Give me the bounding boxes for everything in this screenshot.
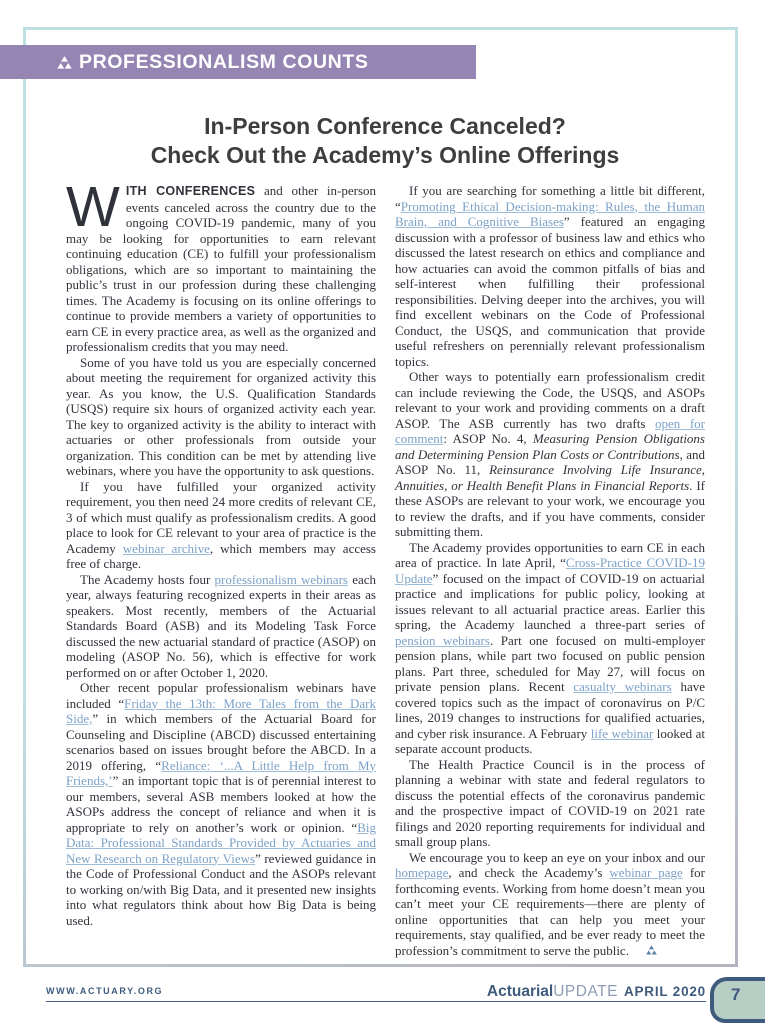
paragraph <box>395 850 705 959</box>
paragraph <box>66 680 376 928</box>
footer-website-link[interactable]: WWW.ACTUARY.ORG <box>46 986 164 996</box>
paragraph <box>66 479 376 572</box>
text-segment: ITH CONFERENCES <box>125 184 256 198</box>
paragraph <box>66 355 376 479</box>
article-title <box>40 112 730 169</box>
inline-link[interactable]: Cross-Practice COVID-19 Update <box>395 555 705 586</box>
text-segment: . If these ASOPs are relevant to your work, we encourage you to review the drafts, and if you have comments, consider submitting them. <box>395 477 705 539</box>
text-segment: have covered topics such as the impact of coronavirus on P/C lines, 2019 changes to instructions for qualified actuaries, and cyber risk insurance. A February <box>395 679 705 741</box>
inline-link[interactable]: Big Data: Professional Standards Provided by Actuaries and New Research on Regulatory Views <box>66 819 376 866</box>
text-segment: . Part one focused on multi-employer pension plans, while part two focused on public pension plans. Part three, scheduled for May 27, will focus on private pension plans. Recent <box>395 632 705 694</box>
academy-triangle-logo-icon <box>57 56 72 69</box>
inline-link[interactable]: pension webinars <box>395 632 490 648</box>
text-segment: The Health Practice Council is in the process of planning a webinar with state and federal regulators to discuss the potential effects of the coronavirus pandemic and the prospective impact of COVID-19 on 2021 rate filings and 2020 reporting requirements for individual and small group plans. <box>395 756 705 849</box>
text-segment: looked at separate account products. <box>395 725 705 756</box>
inline-link[interactable]: professionalism webinars <box>214 571 348 587</box>
footer-rule <box>46 1001 706 1002</box>
publication-issue: APRIL 2020 <box>623 984 706 999</box>
text-segment: , and ASOP No. 11, <box>395 446 705 477</box>
text-segment: The Academy hosts four <box>80 571 215 587</box>
article-column-left <box>66 175 376 958</box>
end-of-article-triangle-icon <box>632 943 657 959</box>
inline-link[interactable]: webinar archive <box>122 540 210 556</box>
text-segment: ” in which members of the Actuarial Board for Counseling and Discipline (ABCD) discussed entertaining scenarios based on issues brought before the ABCD. In a 2019 offering, “ <box>66 711 376 773</box>
text-segment: Other recent popular professionalism webinars have included “ <box>66 680 376 711</box>
text-segment: If you have fulfilled your organized activity requirement, you then need 24 more credits of relevant CE, 3 of which must qualify as professionalism credits. A good place to look for CE relevant to your area of practice is the Academy <box>66 478 376 556</box>
inline-link[interactable]: webinar page <box>609 865 683 880</box>
text-segment: The Academy provides opportunities to earn CE in each area of practice. In late April, “ <box>395 539 705 570</box>
paragraph <box>66 175 376 355</box>
paragraph <box>66 572 376 681</box>
paragraph <box>395 183 705 369</box>
text-segment: for forthcoming events. Working from home doesn’t mean you can’t meet your CE requirements—there are plenty of online opportunities that can help you meet your requirements, stay qualified, and be ever ready to meet the profession’s commitment to serve the public. <box>395 865 705 958</box>
publication-name-bold: Actuarial <box>486 983 554 1000</box>
text-segment: , which members may access free of charge. <box>66 540 376 571</box>
inline-link[interactable]: life webinar <box>590 725 654 741</box>
text-segment: Other ways to potentially earn professionalism credit can include reviewing the Code, the USQS, and ASOPs relevant to your work and providing comments on a draft ASOP. The ASB currently has two drafts <box>395 369 705 431</box>
footer-publication-title <box>487 983 706 1001</box>
drop-cap: W <box>66 175 120 239</box>
title-line-1: In-Person Conference Canceled? <box>204 113 566 139</box>
text-segment: and other in-person events canceled across the country due to the ongoing COVID-19 pandemic, many of you may be looking for opportunities to earn relevant continuing education (CE) to fulfill your professionalism obligations, which are so important to maintaining the public’s trust in our profession during these challenging times. The Academy is focusing on its online offerings to continue to provide members a variety of opportunities to earn CE in every practice area, as well as the organized and professionalism credits that you may need. <box>66 183 376 354</box>
text-segment: Measuring Pension Obligations and Determining Pension Plan Costs or Contributions <box>395 431 705 462</box>
inline-link[interactable]: open for comment <box>395 415 705 446</box>
inline-link[interactable]: Friday the 13th: More Tales from the Dark Side, <box>66 695 376 726</box>
text-segment: We encourage you to keep an eye on your inbox and our <box>409 849 705 865</box>
inline-link[interactable]: casualty webinars <box>573 679 672 694</box>
text-segment: ” featured an engaging discussion with a professor of business law and ethics who discussed the latest research on ethics and compliance and how actuaries can avoid the common pitfalls of bias and self-interest when fulfilling their professional responsibilities. Delving deeper into the archives, you will find excellent webinars on the Code of Professional Conduct, the USQS, and communication that provide useful refreshers on perennially relevant professionalism topics. <box>395 214 705 369</box>
banner-label: PROFESSIONALISM COUNTS <box>79 50 369 73</box>
text-segment: If you are searching for something a little bit different, “ <box>395 183 705 214</box>
article-column-right <box>395 183 705 958</box>
text-segment: Some of you have told us you are especially concerned about meeting the requirement for organized activity this year. As you know, the U.S. Qualification Standards (USQS) require six hours of organized activity each year. The key to organized activity is the ability to interact with actuaries or other professionals from outside your organization. This condition can be met by attending live webinars, where you have the opportunity to ask questions. <box>66 354 376 478</box>
professionalism-counts-banner <box>0 45 476 79</box>
text-segment: : ASOP No. 4, <box>443 431 533 446</box>
page-number: 7 <box>731 985 741 1004</box>
text-segment: each year, always featuring recognized experts in their areas as speakers. Most recently, members of the Actuarial Standards Board (ASB) and its Modeling Task Force discussed the new actuarial standard of practice (ASOP) on modeling (ASOP No. 56), which is effective for work performed on or after October 1, 2020. <box>66 571 376 680</box>
text-segment: Reinsurance Involving Life Insurance, Annuities, or Health Benefit Plans in Financial Reports <box>395 462 705 493</box>
paragraph <box>395 540 705 757</box>
inline-link[interactable]: Promoting Ethical Decision-making: Rules, the Human Brain, and Cognitive Biases <box>395 198 705 229</box>
text-segment: , and check the Academy’s <box>448 865 610 880</box>
paragraph <box>395 757 705 850</box>
inline-link[interactable]: homepage <box>395 865 449 880</box>
publication-name-light: UPDATE <box>553 983 618 1000</box>
title-line-2: Check Out the Academy’s Online Offerings <box>150 141 620 168</box>
text-segment: ” an important topic that is of perennial interest to our members, several ASB members looked at how the ASOPs address the concept of reliance and when it is appropriate to rely on another’s work or opinion. “ <box>66 773 376 835</box>
inline-link[interactable]: Reliance: ‘...A Little Help from My Friends,’ <box>66 757 376 788</box>
text-segment: ” reviewed guidance in the Code of Professional Conduct and the ASOPs relevant to working on/with Big Data, and it presented new insights into what regulators think about how Big Data is being used. <box>66 850 376 928</box>
text-segment: ” focused on the impact of COVID-19 on actuarial practice and implications for public policy, looking at issues relevant to all actuarial practice areas. Earlier this spring, the Academy launched a three-part series of <box>395 570 705 632</box>
article-body <box>66 175 705 958</box>
page-number-badge <box>710 977 765 1023</box>
paragraph <box>395 369 705 540</box>
